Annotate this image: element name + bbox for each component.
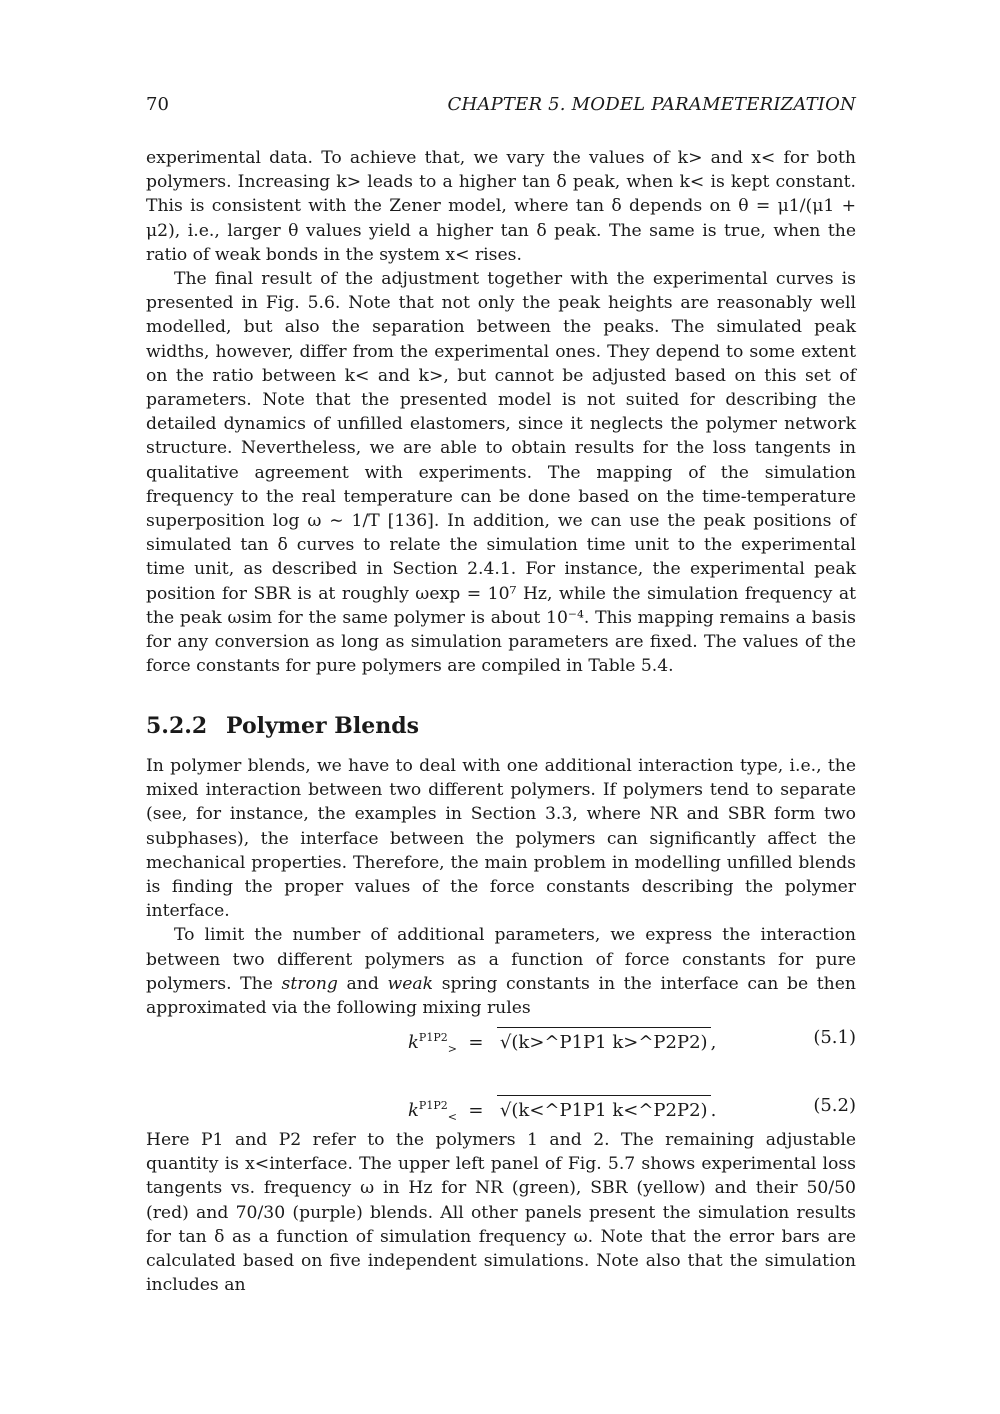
equation-punct: , <box>710 1032 717 1053</box>
paragraph: experimental data. To achieve that, we vary the values of k> and x< for both polymers. Increasing k> leads to a higher tan δ peak, when k< is kept constant. This is consistent with the Zener model, where tan δ depends on θ = μ1/(μ1 + μ2), i.e., larger θ values yield a higher tan δ peak. The same is true, when the ratio of weak bonds in the system x< rises. <box>146 148 856 265</box>
running-header <box>146 93 856 117</box>
section-heading <box>146 711 856 741</box>
text-run: spring constants in the interface can be then approximated via the following mixing rules <box>146 973 856 1019</box>
section-number: 5.2.2 <box>146 713 208 739</box>
equation-lhs-sup: P1P2 <box>418 1099 448 1112</box>
paragraph: The final result of the adjustment together with the experimental curves is presented in Fig. 5.6. Note that not only the peak heights are reasonably well modelled, but also the separation between the peaks. The simulated peak widths, however, differ from the experimental ones. They depend to some extent on the ratio between k< and k>, but cannot be adjusted based on this set of parameters. Note that the presented model is not suited for describing the detailed dynamics of unfilled elastomers, since it neglects the polymer network structure. Nevertheless, we are able to obtain results for the loss tangents in qualitative agreement with experiments. The mapping of the simulation frequency to the real temperature can be done based on the time-temperature superposition log ω ∼ 1/T [136]. In addition, we can use the peak positions of simulated tan δ curves to relate the simulation time unit to the experimental time unit, as described in Section 2.4.1. For instance, the experimental peak position for SBR is at roughly ωexp = 10⁷ Hz, while the simulation frequency at the peak ωsim for the same polymer is about 10⁻⁴. This mapping remains a basis for any conversion as long as simulation parameters are fixed. The values of the force constants for pure polymers are compiled in Table 5.4. <box>146 269 856 677</box>
paragraph: Here P1 and P2 refer to the polymers 1 and 2. The remaining adjustable quantity is x<interface. The upper left panel of Fig. 5.7 shows experimental loss tangents vs. frequency ω in Hz for NR (green), SBR (yellow) and their 50/50 (red) and 70/30 (purple) blends. All other panels present the simulation results for tan δ as a function of simulation frequency ω. Note that the error bars are calculated based on five independent simulations. Note also that the simulation includes an <box>146 1130 856 1296</box>
paragraph: In polymer blends, we have to deal with one additional interaction type, i.e., the mixed interaction between two different polymers. If polymers tend to separate (see, for instance, the examples in Section 3.3, where NR and SBR form two subphases), the interface between the polymers can significantly affect the mechanical properties. Therefore, the main problem in modelling unfilled blends is finding the proper values of the force constants describing the polymer interface. <box>146 756 856 922</box>
equation-number: (5.1) <box>813 1027 856 1048</box>
section-title: Polymer Blends <box>226 713 420 739</box>
text-run: and <box>337 973 388 994</box>
equation-5-1 <box>146 1016 856 1060</box>
equation-rhs: √(k>^P1P1 k>^P2P2) <box>497 1027 711 1058</box>
equation-body: $k^{P1P2}_<$ = √(k<^P1P1 k<^P2P2) . <box>408 1084 716 1128</box>
equation-lhs-sup: P1P2 <box>418 1031 448 1044</box>
emphasis-weak: weak <box>387 973 434 994</box>
running-title: CHAPTER 5. MODEL PARAMETERIZATION <box>447 94 856 115</box>
equation-punct: . <box>710 1100 717 1121</box>
text-run: To limit the number of additional parameters, we express the interaction between two different polymers as a function of force constants for pure polymers. The <box>146 925 856 994</box>
paragraph <box>146 923 856 1020</box>
equation-lhs: k <box>408 1032 419 1053</box>
page-number: 70 <box>146 94 169 115</box>
body-text-top <box>146 146 856 678</box>
body-text-blends <box>146 754 856 1020</box>
body-text-bottom <box>146 1128 856 1297</box>
equation-5-2 <box>146 1084 856 1128</box>
equation-lhs: k <box>408 1100 419 1121</box>
equation-lhs-sub: < <box>447 1110 457 1124</box>
equation-number: (5.2) <box>813 1095 856 1116</box>
emphasis-strong: strong <box>281 973 338 994</box>
equation-lhs-sub: > <box>447 1042 457 1056</box>
equation-body: $k^{P1P2}_>$ = √(k>^P1P1 k>^P2P2) , <box>408 1016 716 1060</box>
equation-rhs: √(k<^P1P1 k<^P2P2) <box>497 1095 711 1126</box>
